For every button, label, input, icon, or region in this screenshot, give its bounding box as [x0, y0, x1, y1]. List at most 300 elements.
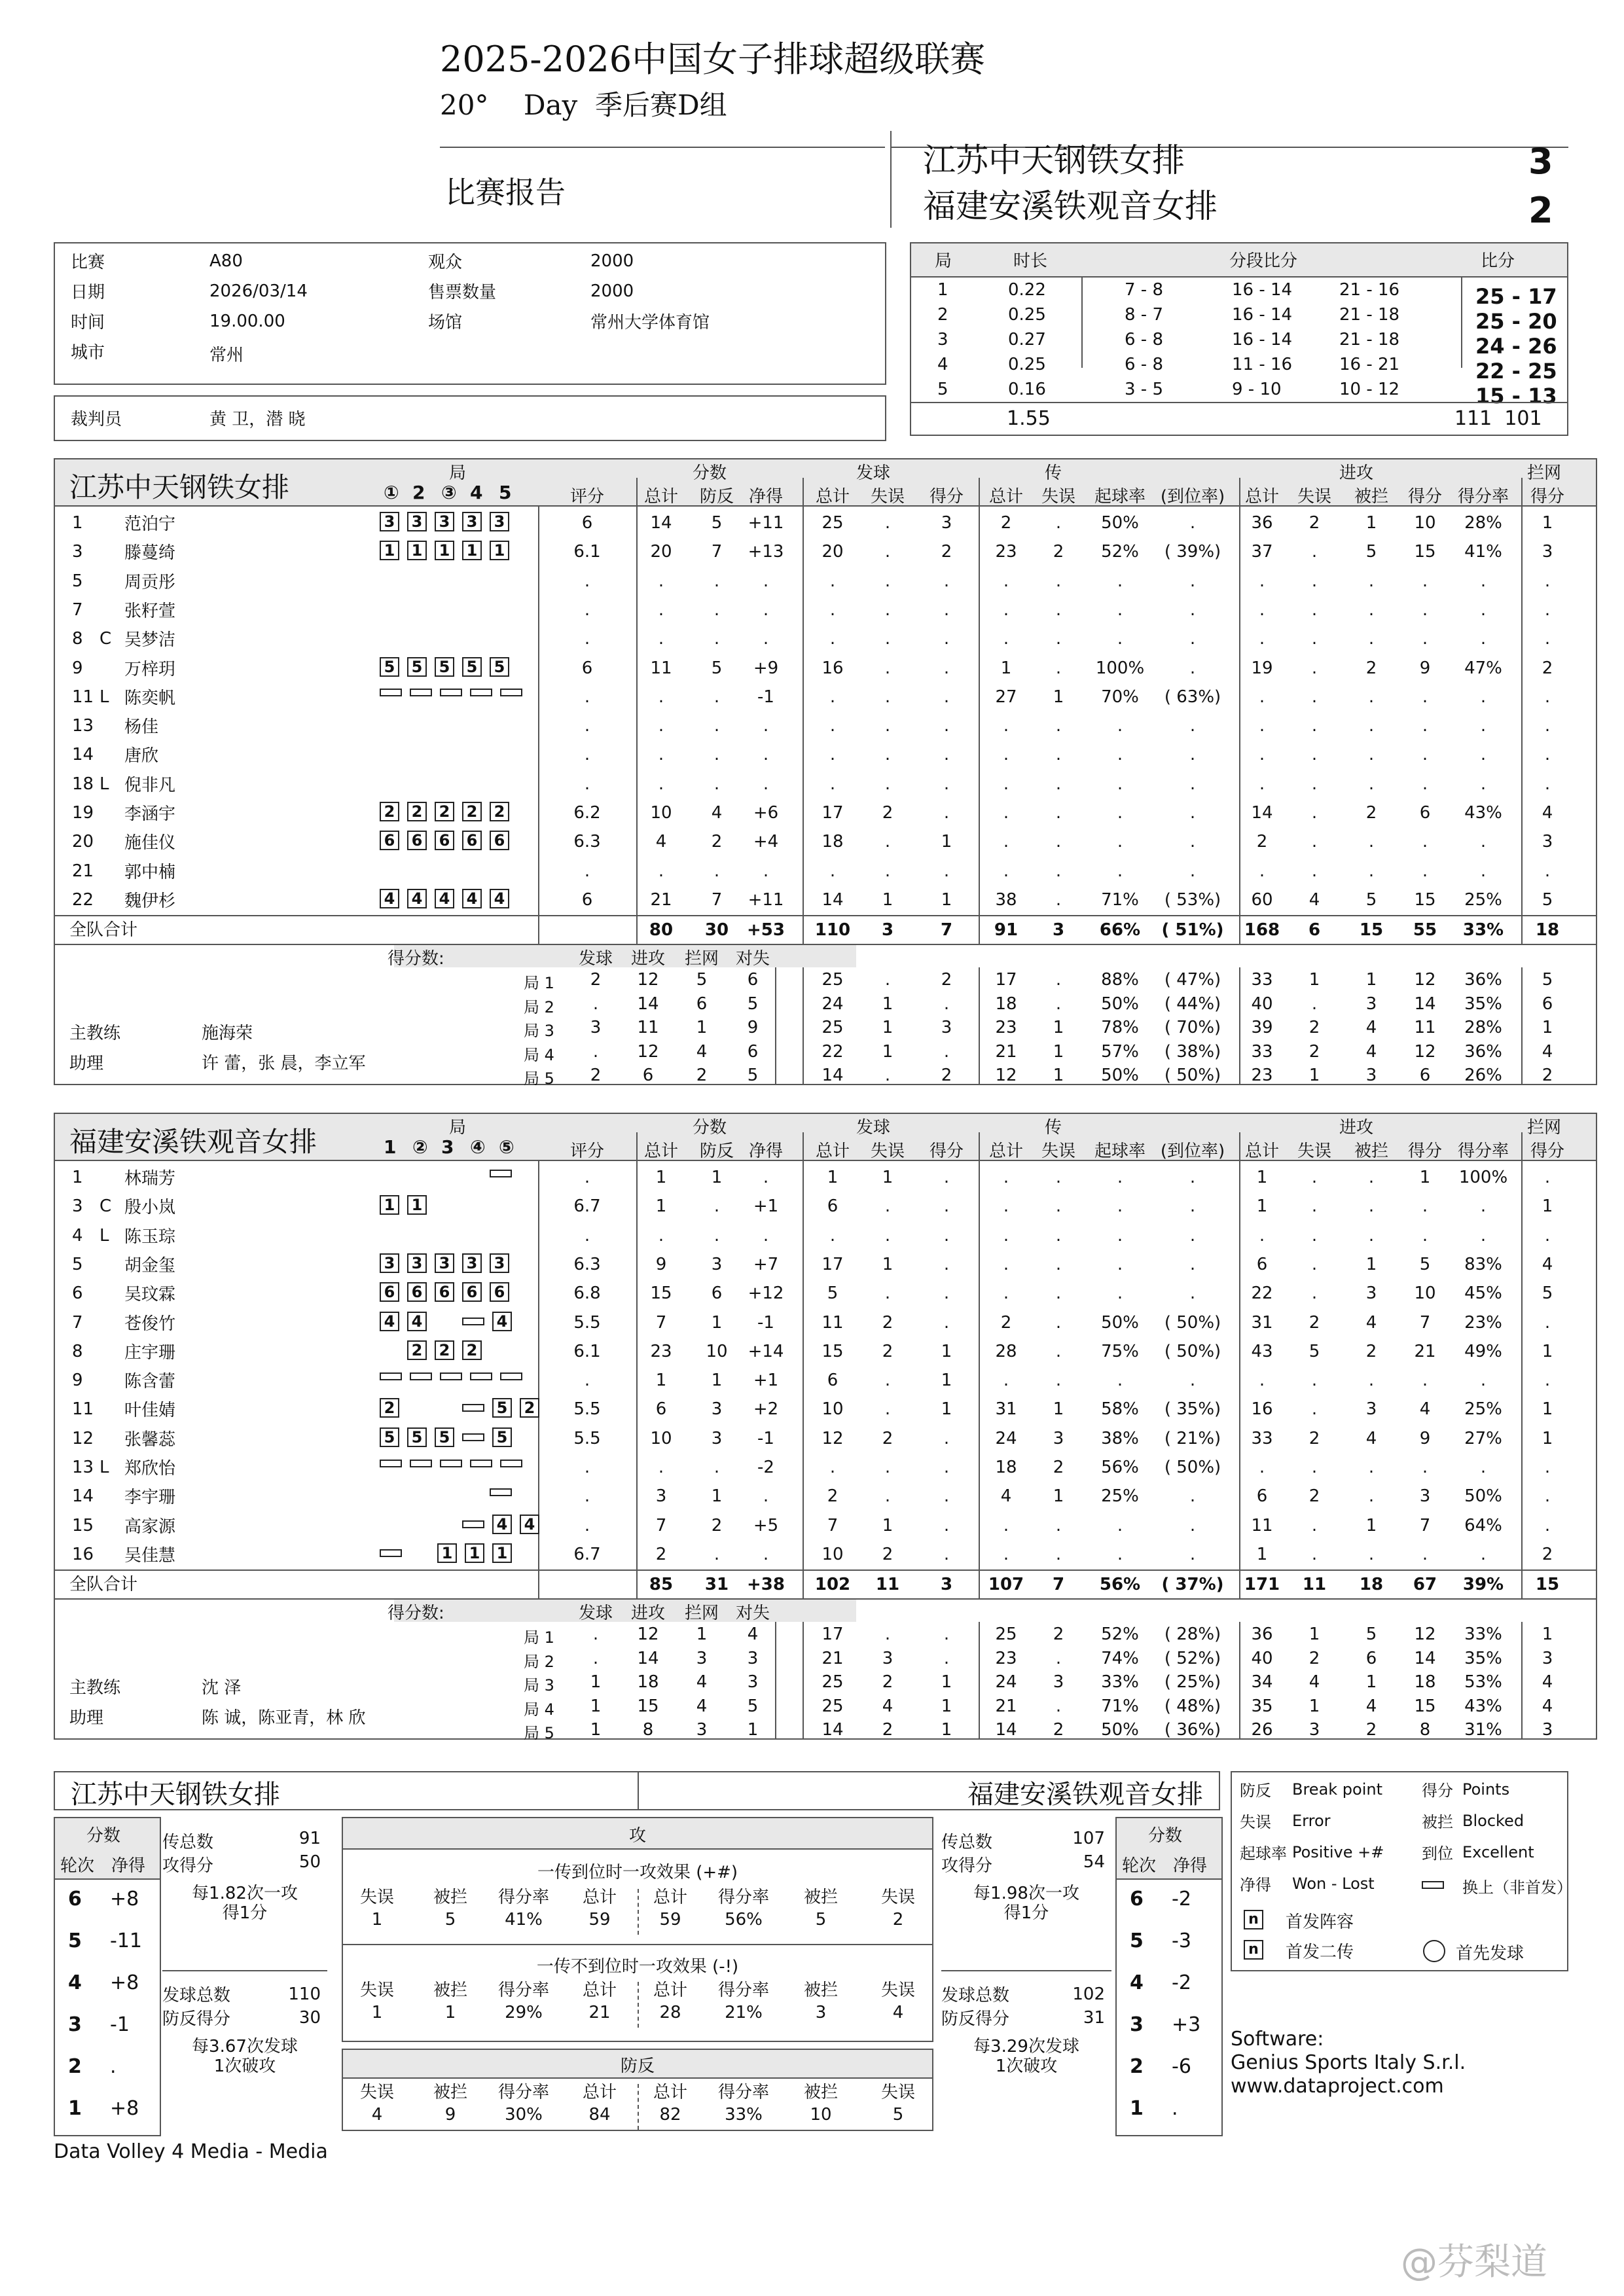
col-sub-header: 失误: [1041, 487, 1075, 507]
set-pts-bk: 5: [696, 970, 708, 990]
stat-rc_exc: ( 21%): [1164, 1428, 1221, 1448]
set-stat-at_err: 2: [1308, 1018, 1320, 1038]
player-row: [54, 1193, 1597, 1221]
set-stat-rc_pos: 50%: [1101, 994, 1139, 1014]
set-positions: [380, 1253, 517, 1273]
col-sub-header: 总计: [1244, 1141, 1279, 1161]
set-num-header: 3: [441, 1136, 454, 1158]
set-pts-at: 15: [637, 1696, 659, 1716]
set-row-label: 局 1: [524, 974, 554, 993]
stat-at_pct: 43%: [1464, 803, 1502, 823]
stat-sv_pts: .: [943, 1225, 950, 1246]
set-num-header: ③: [441, 482, 457, 503]
coach-label: 主教练: [69, 1678, 121, 1698]
stat-wl: +11: [748, 889, 784, 910]
col-sub-header: 得分: [929, 1141, 964, 1161]
player-name: 吴佳慧: [124, 1545, 176, 1566]
set-stat-at_tot: 33: [1251, 1041, 1273, 1062]
set-stat-sv_pts: 2: [941, 970, 952, 990]
set-pts-op: 3: [747, 1648, 759, 1668]
player-role: L: [99, 1458, 109, 1477]
col-score: 分数: [693, 1118, 727, 1138]
set-stat-sv_tot: 14: [821, 1066, 844, 1086]
total-sv_err: 11: [875, 1575, 900, 1595]
col-sub-header: (到位率): [1160, 487, 1225, 507]
stat-sv_err: .: [884, 861, 891, 881]
set-stat-sv_err: .: [884, 1066, 891, 1086]
stat-at_pts: .: [1422, 774, 1428, 794]
stat-at_pts: 4: [1419, 1399, 1431, 1420]
total-tot: 85: [649, 1575, 674, 1595]
player-number: 7: [72, 600, 83, 620]
stat-label: 传总数: [162, 1833, 214, 1852]
player-name: 周贡彤: [124, 572, 176, 592]
stat-wl: +11: [748, 513, 784, 533]
stat-bp: 1: [711, 1312, 723, 1333]
start-position-box: 2: [380, 1398, 399, 1418]
set-pts-sv: 1: [590, 1720, 602, 1740]
player-number: 14: [72, 745, 94, 765]
perfect-title: 一传到位时一攻效果 (+#): [537, 1863, 738, 1882]
total-sv_tot: 110: [814, 920, 851, 941]
stat-rc_pos: 52%: [1101, 542, 1139, 562]
player-name: 魏伊杉: [124, 891, 176, 911]
stat-sv_tot: 10: [821, 1544, 844, 1564]
stat-rc_err: .: [1055, 1225, 1062, 1246]
stat-wl: -1: [757, 1428, 774, 1448]
set-stat-at_pts: 15: [1414, 1696, 1436, 1716]
set-pts-at: 11: [637, 1018, 659, 1038]
stat-vote: 6: [581, 889, 593, 910]
stat-at_tot: .: [1259, 745, 1265, 765]
player-number: 14: [72, 1486, 94, 1507]
player-name: 高家源: [124, 1516, 176, 1537]
stat-sv_err: .: [884, 1458, 891, 1477]
stat-rc_tot: 18: [995, 1458, 1017, 1477]
stat-rc_pos: 25%: [1101, 1486, 1139, 1507]
start-position-box: 3: [380, 1253, 399, 1273]
stat-value: 110: [288, 1984, 321, 2004]
stat-at_pts: 3: [1419, 1486, 1431, 1507]
stat-at_blo: 5: [1365, 889, 1377, 910]
stat-rc_tot: 31: [995, 1399, 1017, 1420]
stat-at_err: .: [1311, 1371, 1318, 1391]
col-sub-header: 失误: [1041, 1141, 1075, 1161]
substitute-marker-icon: [462, 1404, 484, 1412]
set-stat-rc_exc: ( 25%): [1164, 1672, 1221, 1693]
set-positions: [380, 802, 517, 821]
stat-at_err: .: [1311, 1283, 1318, 1304]
stat-at_err: .: [1311, 687, 1318, 707]
set-pts-sv: 1: [590, 1696, 602, 1716]
stat-rc_pos: .: [1117, 716, 1123, 736]
summary-header: [54, 1771, 1220, 1810]
stat-rc_tot: .: [1003, 600, 1009, 620]
stat-at_blo: .: [1368, 687, 1375, 707]
stat-tot: .: [658, 774, 664, 794]
player-row: [54, 1280, 1597, 1308]
stat-tot: 10: [650, 1428, 672, 1448]
stat-rc_tot: .: [1003, 803, 1009, 823]
grid-col-header: 被拦: [803, 1888, 838, 1907]
stat-at_err: .: [1311, 1458, 1318, 1477]
set-positions: [380, 1398, 547, 1418]
competition-title: 2025-2026中国女子排球超级联赛: [440, 39, 986, 80]
stat-bp: .: [713, 1196, 720, 1217]
stat-rc_err: .: [1055, 1341, 1062, 1361]
start-position-box: 3: [462, 512, 482, 531]
col-sub-header: 总计: [643, 487, 678, 507]
stat-wl: +6: [753, 803, 779, 823]
stat-sv_tot: 10: [821, 1399, 844, 1420]
stat-sv_tot: .: [829, 687, 836, 707]
stat-sv_err: .: [884, 629, 891, 649]
points-col-header: 拦网: [684, 949, 719, 969]
stat-at_pts: .: [1422, 687, 1428, 707]
start-position-box: 3: [490, 512, 509, 531]
stat-rc_tot: .: [1003, 1283, 1009, 1304]
set-stat-rc_pos: 50%: [1101, 1720, 1139, 1740]
stat-wl: -1: [757, 687, 774, 707]
set-score: 24 - 26: [1475, 334, 1557, 359]
stat-at_err: 4: [1308, 889, 1320, 910]
stat-vote: .: [584, 1486, 590, 1507]
stat-at_pts: .: [1422, 716, 1428, 736]
col-sub-header: 被拦: [1354, 487, 1388, 507]
stat-sv_err: .: [884, 1371, 891, 1391]
legend-key: 到位: [1422, 1844, 1453, 1863]
stat-rc_exc: ( 50%): [1164, 1341, 1221, 1361]
stat-sv_pts: 2: [941, 542, 952, 562]
stat-bk: .: [1544, 1225, 1551, 1246]
player-number: 5: [72, 1254, 83, 1274]
start-position-box: 5: [462, 657, 482, 677]
stat-rc_tot: .: [1003, 1254, 1009, 1274]
set-stat-at_blo: 1: [1365, 970, 1377, 990]
points-col-header: 进攻: [630, 949, 665, 969]
stat-wl: .: [763, 600, 769, 620]
player-number: 4: [72, 1225, 83, 1246]
set-stat-sv_pts: 3: [941, 1018, 952, 1038]
set-pts-bk: 3: [696, 1648, 708, 1668]
col-sub-header: 总计: [643, 1141, 678, 1161]
player-row: [54, 1222, 1597, 1251]
stat-at_tot: .: [1259, 629, 1265, 649]
grid-col-header: 失误: [880, 1981, 915, 2000]
stat-sv_tot: 1: [827, 1168, 839, 1187]
away-grid-value: 82: [659, 2105, 681, 2125]
stat-bk: 4: [1542, 803, 1553, 823]
stat-sv_tot: 11: [821, 1312, 844, 1333]
stat-tot: 2: [655, 1544, 667, 1564]
stat-at_pct: 64%: [1464, 1515, 1502, 1535]
stat-at_tot: 16: [1251, 1399, 1273, 1420]
stat-sv_err: 2: [882, 1544, 893, 1564]
set-stat-sv_tot: 25: [821, 1696, 844, 1716]
set-stat-at_tot: 39: [1251, 1018, 1273, 1038]
player-name: 郭中楠: [124, 862, 176, 882]
set-pts-sv: .: [592, 1648, 599, 1668]
stat-sv_tot: .: [829, 745, 836, 765]
stat-at_blo: 4: [1365, 1312, 1377, 1333]
stat-tot: .: [658, 571, 664, 591]
legend-starter: 首发阵容: [1286, 1912, 1354, 1932]
stat-wl: .: [763, 774, 769, 794]
stat-sv_pts: 1: [941, 889, 952, 910]
set-stat-rc_err: 3: [1053, 1672, 1064, 1693]
stat-sv_tot: .: [829, 1458, 836, 1477]
set-stat-rc_tot: 17: [995, 970, 1017, 990]
partial-2: 16 - 14: [1232, 330, 1293, 350]
stat-rc_exc: .: [1189, 716, 1196, 736]
total-rc_exc: ( 37%): [1161, 1575, 1224, 1595]
coach-name: 施海荣: [202, 1024, 253, 1044]
set-num-header: ①: [384, 482, 399, 503]
player-name: 杨佳: [124, 717, 159, 738]
set-row-label: 局 5: [524, 1724, 554, 1743]
stat-at_err: .: [1311, 629, 1318, 649]
stat-rc_pos: 50%: [1101, 513, 1139, 533]
stat-rc_pos: .: [1117, 571, 1123, 591]
legend-value: Error: [1292, 1812, 1331, 1830]
stat-rc_tot: 24: [995, 1428, 1017, 1448]
col-set: 局: [449, 463, 467, 483]
attack-title: 攻: [628, 1826, 646, 1846]
stat-at_pts: 5: [1419, 1254, 1431, 1274]
software-url[interactable]: www.dataproject.com: [1231, 2075, 1444, 2098]
stat-rc_tot: .: [1003, 1515, 1009, 1535]
stat-wl: +12: [748, 1283, 784, 1304]
start-position-box: 1: [380, 541, 399, 560]
partial-1: 6 - 8: [1125, 330, 1163, 350]
stat-at_pct: .: [1480, 1225, 1487, 1246]
stat-rc_err: .: [1055, 1312, 1062, 1333]
set-stat-at_err: 3: [1308, 1720, 1320, 1740]
stat-rc_tot: .: [1003, 716, 1009, 736]
stat-vote: 6.3: [573, 1254, 601, 1274]
stat-sv_err: .: [884, 745, 891, 765]
player-row: [54, 1512, 1597, 1541]
set-stat-rc_pos: 50%: [1101, 1066, 1139, 1086]
stat-rc_tot: .: [1003, 832, 1009, 852]
stat-vote: 5.5: [573, 1399, 601, 1420]
stat-rc_pos: .: [1117, 861, 1123, 881]
stat-sv_tot: 17: [821, 1254, 844, 1274]
col-sub-header: 得分: [1530, 487, 1564, 507]
stat-bp: 5: [711, 658, 723, 678]
stat-bk: .: [1544, 716, 1551, 736]
stat-at_err: .: [1311, 832, 1318, 852]
stat-at_pct: .: [1480, 1544, 1487, 1564]
player-role: C: [99, 629, 112, 649]
stat-at_tot: .: [1259, 1371, 1265, 1391]
points-col-header: 拦网: [684, 1604, 719, 1624]
stat-sv_tot: 12: [821, 1428, 844, 1448]
away-grid-value: 3: [815, 2003, 827, 2022]
partial-1: 3 - 5: [1125, 380, 1163, 399]
stat-rc_pos: 71%: [1101, 889, 1139, 910]
stat-at_pts: .: [1422, 629, 1428, 649]
set-stat-at_blo: 3: [1365, 994, 1377, 1014]
stat-at_err: 2: [1308, 1428, 1320, 1448]
stat-at_tot: 1: [1256, 1544, 1268, 1564]
stat-rc_pos: .: [1117, 1371, 1123, 1391]
stat-rc_exc: .: [1189, 774, 1196, 794]
away-grid-value: 21%: [725, 2003, 763, 2022]
stat-at_err: 2: [1308, 1312, 1320, 1333]
start-position-box: 3: [435, 512, 454, 531]
col-sub-header: 得分率: [1457, 487, 1509, 507]
match-info-box: [54, 242, 886, 385]
start-position-box: 1: [490, 541, 509, 560]
stat-sv_pts: 3: [941, 513, 952, 533]
set-positions: [380, 657, 517, 677]
substitute-marker-icon: [470, 689, 492, 696]
stat-vote: 6.8: [573, 1283, 601, 1304]
stat-vote: .: [584, 1515, 590, 1535]
set-stat-rc_tot: 21: [995, 1696, 1017, 1716]
set-stat-sv_tot: 22: [821, 1041, 844, 1062]
stat-bp: .: [713, 1225, 720, 1246]
set-stat-rc_err: 2: [1053, 1624, 1064, 1645]
stat-bp: .: [713, 861, 720, 881]
date-label: 日期: [71, 283, 105, 302]
total-wl: +53: [747, 920, 785, 941]
col-block: 拦网: [1527, 463, 1562, 483]
stat-rc_exc: .: [1189, 1254, 1196, 1274]
set-stat-at_err: .: [1311, 994, 1318, 1014]
referees-box: [54, 395, 886, 441]
set-stat-rc_exc: ( 38%): [1164, 1041, 1221, 1062]
col-sub-header: 失误: [870, 1141, 905, 1161]
legend-key: 净得: [1240, 1876, 1271, 1894]
stat-wl: .: [763, 861, 769, 881]
match-value: A80: [209, 251, 243, 271]
stat-wl: .: [763, 716, 769, 736]
stat-rc_err: .: [1055, 889, 1062, 910]
set-stat-at_err: 2: [1308, 1041, 1320, 1062]
stat-wl: +5: [753, 1515, 779, 1535]
start-position-box: 3: [407, 1253, 427, 1273]
away-grid-value: 33%: [725, 2105, 763, 2125]
set-pts-sv: .: [592, 1624, 599, 1645]
player-row: [54, 567, 1597, 596]
stat-rc_err: .: [1055, 658, 1062, 678]
partial-3: 21 - 18: [1339, 305, 1400, 325]
stat-at_blo: 1: [1365, 1515, 1377, 1535]
stat-vote: .: [584, 629, 590, 649]
grid-col-header: 总计: [582, 1888, 617, 1907]
stat-sv_tot: 5: [827, 1283, 839, 1304]
start-position-box: 4: [407, 1312, 427, 1331]
stat-at_tot: .: [1259, 571, 1265, 591]
stat-at_blo: 5: [1365, 542, 1377, 562]
player-name: 倪非凡: [124, 775, 176, 795]
stat-sv_err: .: [884, 1486, 891, 1507]
stat-bp: .: [713, 1544, 720, 1564]
player-role: L: [99, 774, 109, 794]
col-sub-header: 净得: [748, 1141, 783, 1161]
stat-rc_pos: .: [1117, 1283, 1123, 1304]
stat-rc_err: .: [1055, 1371, 1062, 1391]
stat-sv_err: .: [884, 1225, 891, 1246]
stat-vote: .: [584, 1371, 590, 1391]
stat-rc_exc: .: [1189, 1515, 1196, 1535]
stat-at_err: .: [1311, 542, 1318, 562]
stat-bp: 6: [711, 1283, 723, 1304]
set-pts-bk: 3: [696, 1720, 708, 1740]
set-stat-rc_err: 1: [1053, 1018, 1064, 1038]
set-stat-at_err: 1: [1308, 1696, 1320, 1716]
set-stat-sv_pts: 2: [941, 1066, 952, 1086]
defense-box: [342, 2049, 933, 2131]
player-name: 陈玉琮: [124, 1227, 176, 1247]
stat-sv_err: .: [884, 513, 891, 533]
partial-3: 21 - 16: [1339, 280, 1400, 300]
stat-rc_pos: .: [1117, 803, 1123, 823]
player-number: 1: [72, 513, 83, 533]
stat-sv_pts: .: [943, 687, 950, 707]
player-row: [54, 857, 1597, 886]
sets-col-partials: 分段比分: [1229, 251, 1298, 271]
player-name: 张籽萱: [124, 601, 176, 621]
player-name: 叶佳婧: [124, 1401, 176, 1421]
stat-at_pct: 50%: [1464, 1486, 1502, 1507]
rotation-net: .: [110, 2055, 117, 2078]
stat-vote: 6: [581, 658, 593, 678]
set-stat-rc_tot: 23: [995, 1018, 1017, 1038]
grid-col-header: 总计: [582, 2083, 617, 2102]
set-stat-bk: 3: [1542, 1720, 1553, 1740]
stat-rc_exc: ( 50%): [1164, 1312, 1221, 1333]
total-at_pts: 55: [1413, 920, 1437, 941]
stat-at_tot: 1: [1256, 1196, 1268, 1217]
stat-bp: 7: [711, 542, 723, 562]
set-pts-at: 14: [637, 1648, 659, 1668]
set-stat-at_pct: 36%: [1464, 970, 1502, 990]
stat-rc_tot: 28: [995, 1341, 1017, 1361]
set-num-header: 4: [470, 482, 483, 503]
start-position-box: 6: [380, 831, 399, 850]
stat-sv_err: 2: [882, 1312, 893, 1333]
away-grid-value: 28: [659, 2003, 681, 2022]
set-pts-op: 5: [747, 994, 759, 1014]
legend-first-serve: 首先发球: [1456, 1944, 1525, 1964]
set-stat-sv_err: 1: [882, 1018, 893, 1038]
stat-bk: .: [1544, 571, 1551, 591]
player-number: 11: [72, 1399, 94, 1420]
stat-at_err: .: [1311, 1225, 1318, 1246]
set-pts-at: 12: [637, 970, 659, 990]
grid-col-header: 得分率: [497, 1981, 549, 2000]
col-sub-header: 得分: [929, 487, 964, 507]
set-positions: [380, 686, 530, 698]
stat-bk: .: [1544, 629, 1551, 649]
stat-label: 防反得分: [162, 2009, 231, 2029]
player-name: 陈奕帆: [124, 688, 176, 708]
set-stat-rc_err: .: [1055, 994, 1062, 1014]
stat-tot: 14: [650, 513, 672, 533]
stat-at_pts: 15: [1414, 889, 1436, 910]
date-value: 2026/03/14: [209, 281, 308, 301]
set-stat-at_err: 1: [1308, 1066, 1320, 1086]
stat-sv_pts: .: [943, 861, 950, 881]
stat-tot: 15: [650, 1283, 672, 1304]
stat-sv_tot: 6: [827, 1196, 839, 1217]
stat-sv_pts: .: [943, 716, 950, 736]
stat-at_pts: 15: [1414, 542, 1436, 562]
player-row: [54, 1251, 1597, 1280]
